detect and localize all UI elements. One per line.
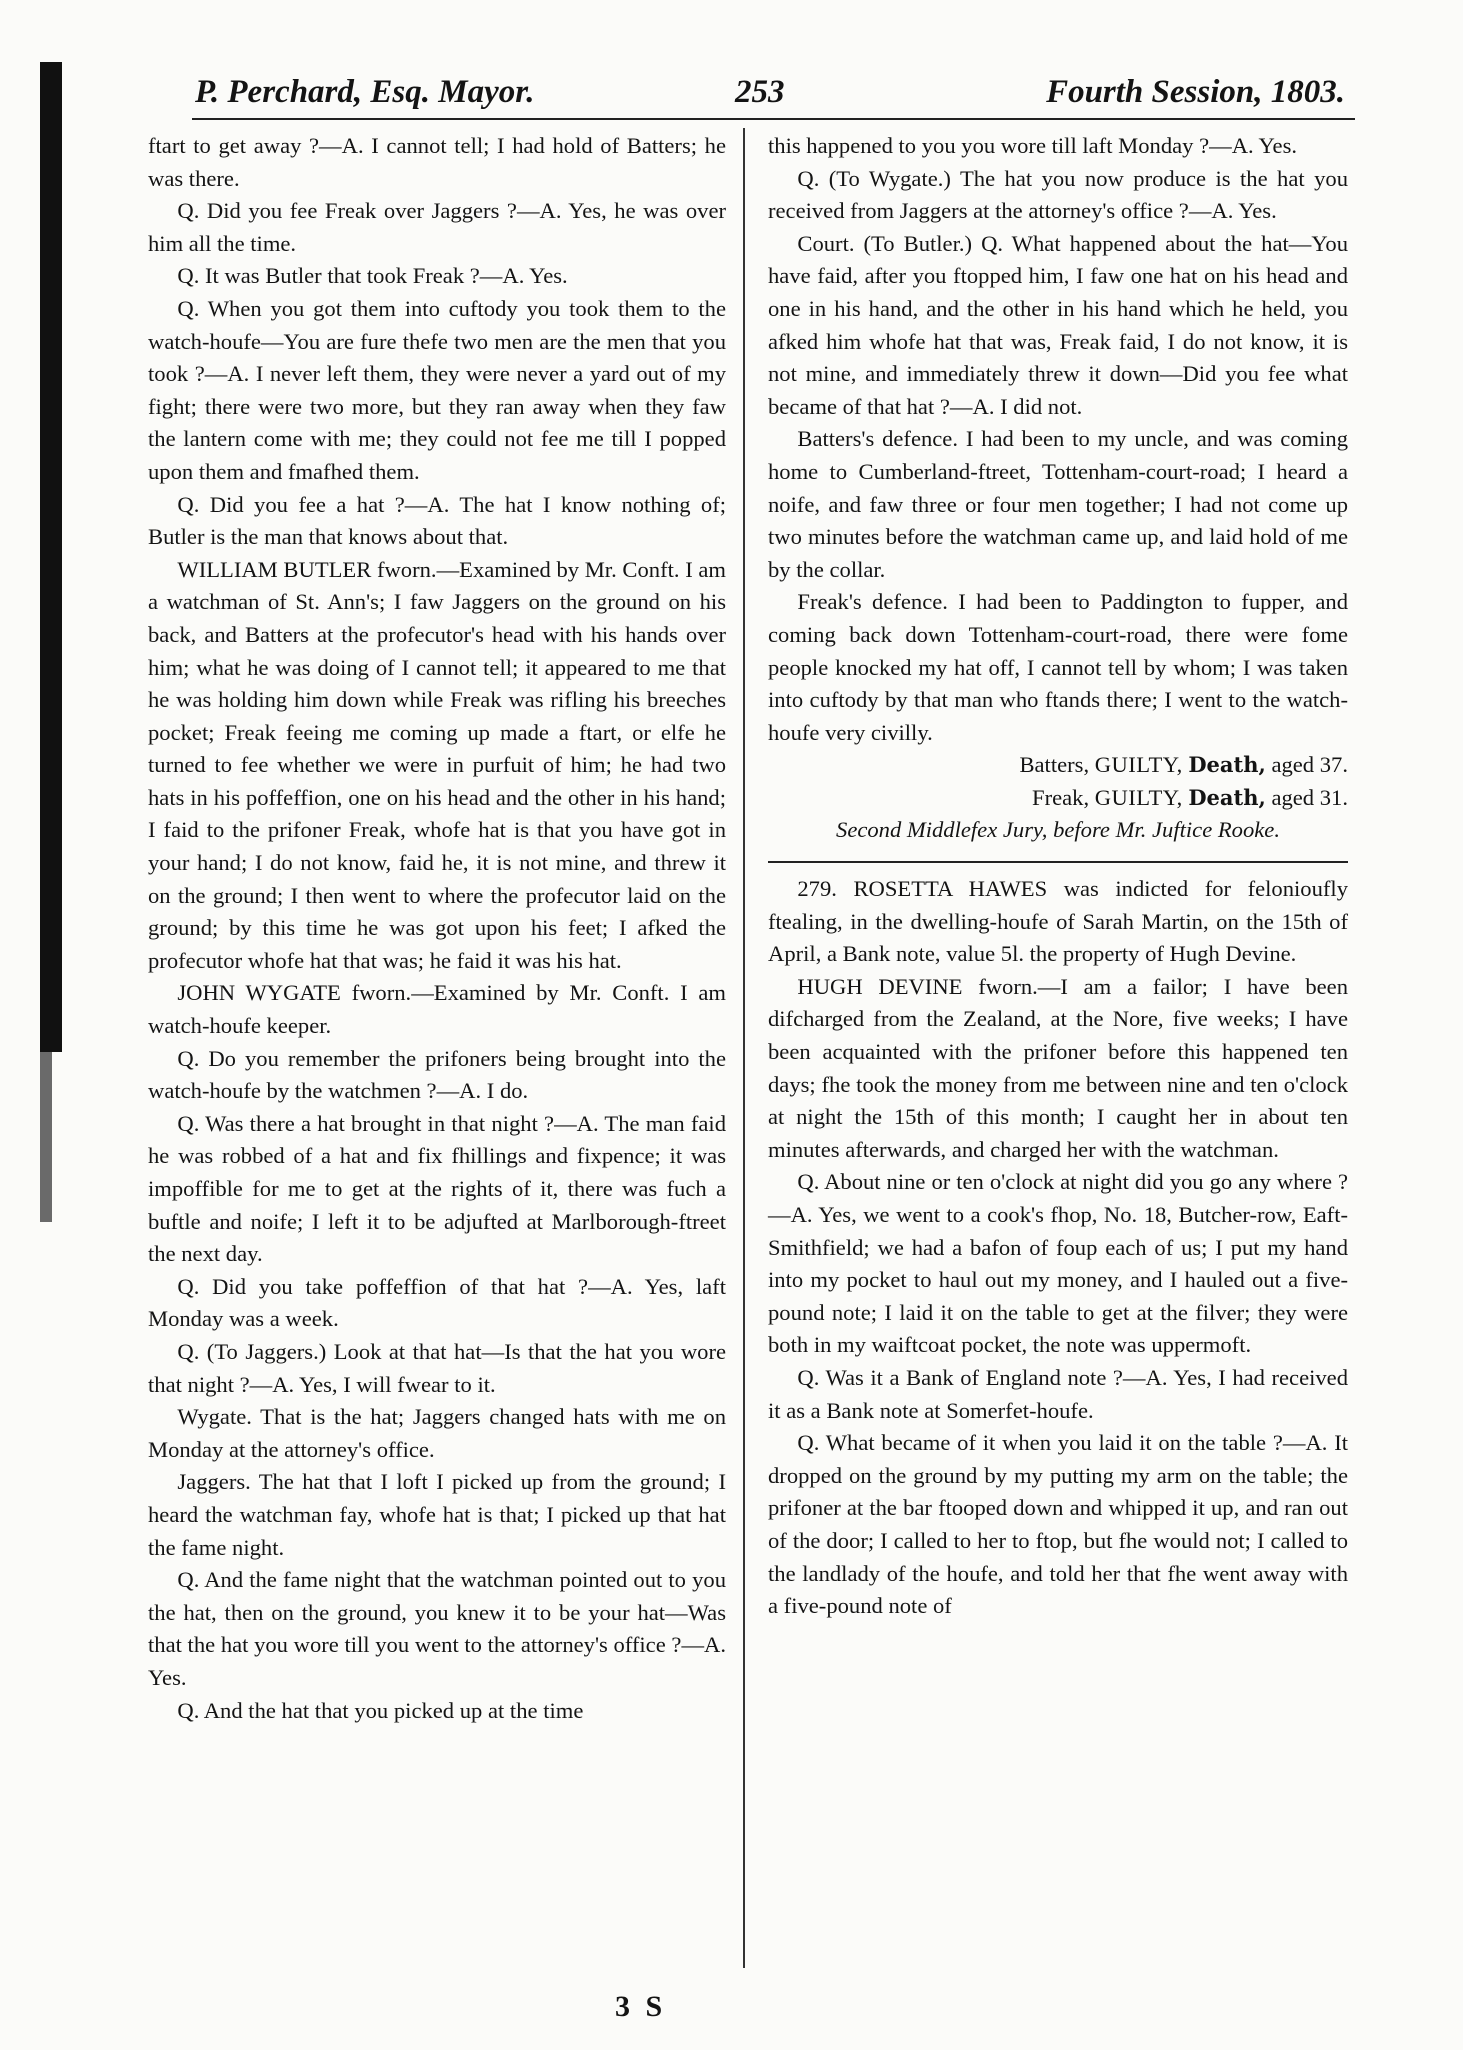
right-paragraph: Q. Was it a Bank of England note ?—A. Yes, I had received it as a Bank note at Somerfet-houfe. <box>768 1364 1348 1423</box>
right-column <box>768 130 1348 1623</box>
right-paragraph: Q. About nine or ten o'clock at night did you go any where ?—A. Yes, we went to a cook's fhop, No. 18, Butcher-row, Eaft-Smithfield; we had a bafon of foup each of us; I put my hand into my pocket to haul out my money, and I hauled out a five-pound note; I laid it on the table to get at the filver; they were both in my waiftcoat pocket, the note was uppermoft. <box>768 1169 1348 1358</box>
verdict-finding: GUILTY, <box>1094 752 1183 778</box>
verdict-batters <box>768 749 1348 782</box>
verdict-name: Batters, <box>1019 752 1090 778</box>
right-paragraph: HUGH DEVINE fworn.—I am a failor; I have been difcharged from the Zealand, at the Nore, five weeks; I have been acquainted with the prifoner before this happened ten days; fhe took the money from me between nine and ten o'clock at night the 15th of this month; I caught her in about ten minutes afterwards, and charged her with the watchman. <box>768 973 1348 1162</box>
header-rule <box>192 118 1355 120</box>
verdict-name: Freak, <box>1032 784 1090 810</box>
page-number: 253 <box>735 74 785 110</box>
running-header <box>195 74 1345 134</box>
left-paragraph: Q. Do you remember the prifoners being brought into the watch-houfe by the watchmen ?—A. I do. <box>148 1045 726 1104</box>
verdict-sentence: Death, <box>1188 784 1266 810</box>
left-paragraph: Q. Did you fee a hat ?—A. The hat I know nothing of; Butler is the man that knows about that. <box>148 491 726 550</box>
left-paragraph: Q. And the fame night that the watchman pointed out to you the hat, then on the ground, you knew it to be your hat—Was that the hat you wore till you went to the attorney's office ?—A. Yes. <box>148 1567 726 1690</box>
right-paragraph: Q. What became of it when you laid it on the table ?—A. It dropped on the ground by my putting my arm on the table; the prifoner at the bar ftooped down and whipped it up, and ran out of the door; I called to her to ftop, but fhe would not; I called to the landlady of the houfe, and told her that fhe went away with a five-pound note of <box>768 1430 1348 1619</box>
left-paragraph: Q. It was Butler that took Freak ?—A. Yes. <box>177 263 568 289</box>
right-paragraph: Q. (To Wygate.) The hat you now produce is the hat you received from Jaggers at the attorney's office ?—A. Yes. <box>768 165 1348 224</box>
verdict-sentence: Death, <box>1188 752 1266 778</box>
right-paragraph: Batters's defence. I had been to my uncle, and was coming home to Cumberland-ftreet, Tottenham-court-road; I heard a noife, and faw three or four men together; I had not come up two minutes before the watchman came up, and laid hold of me by the collar. <box>768 426 1348 582</box>
verdict-age: aged 37. <box>1271 752 1348 778</box>
jury-line: Second Middlefex Jury, before Mr. Juftice Rooke. <box>836 817 1280 843</box>
case-separator-rule <box>768 861 1348 863</box>
left-paragraph: ftart to get away ?—A. I cannot tell; I had hold of Batters; he was there. <box>148 133 726 191</box>
scan-edge-strip <box>40 1052 52 1222</box>
header-session: Fourth Session, 1803. <box>1046 74 1345 110</box>
verdict-freak <box>768 782 1348 815</box>
scan-edge-bar <box>40 62 62 1052</box>
verdict-finding: GUILTY, <box>1094 784 1183 810</box>
left-paragraph: Q. And the hat that you picked up at the time <box>177 1697 584 1723</box>
left-paragraph: Q. Was there a hat brought in that night ?—A. The man faid he was robbed of a hat and fix fhillings and fixpence; it was impoffible for me to get at the rights of it, there was fuch a buftle and noife; I left it to be adjufted at Marlborough-ftreet the next day. <box>148 1110 726 1267</box>
right-paragraph: Freak's defence. I had been to Paddington to fupper, and coming back down Tottenham-court-road, there were fome people knocked my hat off, I cannot tell by whom; I was taken into cuftody by that man who ftands there; I went to the watch-houfe very civilly. <box>768 589 1348 745</box>
left-paragraph: Q. (To Jaggers.) Look at that hat—Is that the hat you wore that night ?—A. Yes, I will fwear to it. <box>148 1338 726 1397</box>
verdict-age: aged 31. <box>1271 784 1348 810</box>
right-paragraph: this happened to you you wore till laft Monday ?—A. Yes. <box>768 133 1298 158</box>
left-paragraph: Q. Did you take poffeffion of that hat ?—A. Yes, laft Monday was a week. <box>148 1273 726 1332</box>
header-mayor: P. Perchard, Esq. Mayor. <box>195 74 535 110</box>
left-paragraph: Jaggers. The hat that I loft I picked up from the ground; I heard the watchman fay, whofe hat is that; I picked up that hat the fame night. <box>148 1469 726 1560</box>
left-column <box>148 130 726 1727</box>
left-paragraph: Q. When you got them into cuftody you took them to the watch-houfe—You are fure thefe two men are the men that you took ?—A. I never left them, they were never a yard out of my fight; there were two more, but they ran away when they faw the lantern come with me; they could not fee me till I popped upon them and fmafhed them. <box>148 295 726 484</box>
column-divider <box>743 128 745 1968</box>
left-paragraph: WILLIAM BUTLER fworn.—Examined by Mr. Conft. I am a watchman of St. Ann's; I faw Jaggers on the ground on his back, and Batters at the profecutor's head with his hands over him; what he was doing of I cannot tell; it appeared to me that he was holding him down while Freak was rifling his breeches pocket; Freak feeing me coming up made a ftart, or elfe he turned to fee whether we were in purfuit of him; he had two hats in his poffeffion, one on his head and the other in his hand; I faid to the prifoner Freak, whofe hat is that you have got in your hand; I do not know, faid he, it is not mine, and threw it on the ground; I then went to where the profecutor laid on the ground; by this time he was got upon his feet; I afked the profecutor whofe hat that was; he faid it was his hat. <box>148 556 726 973</box>
case-279-indictment: 279. ROSETTA HAWES was indicted for felonioufly ftealing, in the dwelling-houfe of Sarah Martin, on the 15th of April, a Bank note, value 5l. the property of Hugh Devine. <box>768 876 1348 967</box>
left-paragraph: JOHN WYGATE fworn.—Examined by Mr. Conft. I am watch-houfe keeper. <box>148 980 726 1039</box>
right-paragraph: Court. (To Butler.) Q. What happened about the hat—You have faid, after you ftopped him, I faw one hat on his head and one in his hand, and the other in his hand which he held, you afked him whofe hat that was, Freak faid, I do not know, it is not mine, and immediately threw it down—Did you fee what became of that hat ?—A. I did not. <box>768 230 1348 419</box>
left-paragraph: Q. Did you fee Freak over Jaggers ?—A. Yes, he was over him all the time. <box>148 198 726 256</box>
signature-mark: 3 S <box>615 1990 667 2023</box>
left-paragraph: Wygate. That is the hat; Jaggers changed hats with me on Monday at the attorney's office. <box>148 1404 726 1462</box>
